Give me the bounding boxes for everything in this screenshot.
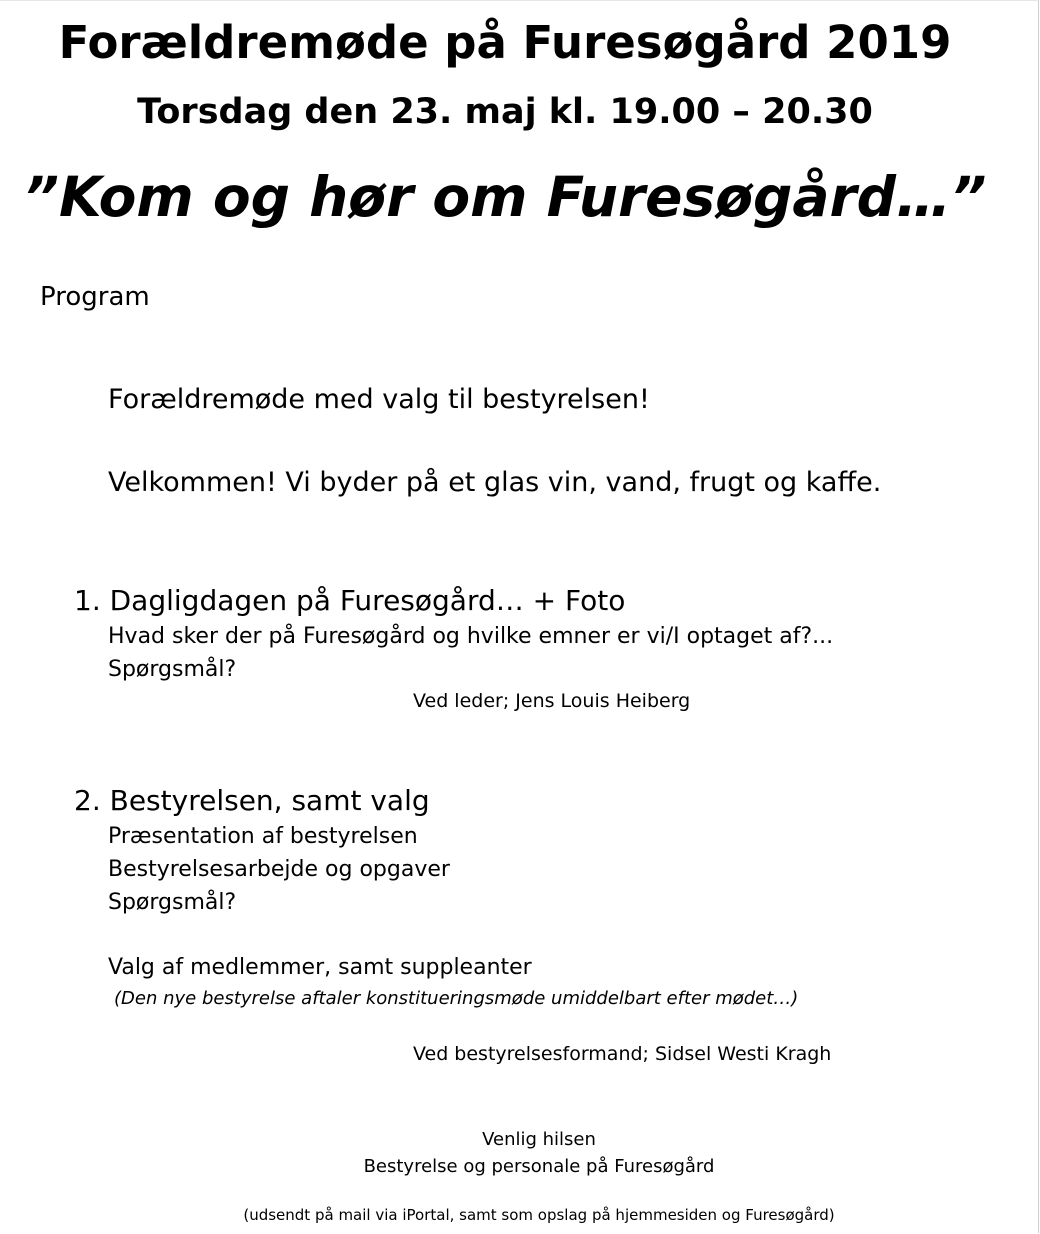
agenda-item-line: Valg af medlemmer, samt suppleanter (108, 955, 532, 980)
agenda-item-note: (Den nye bestyrelse aftaler konstitueringsmøde umiddelbart efter mødet…) (114, 988, 799, 1009)
agenda-item-signature: Ved bestyrelsesformand; Sidsel Westi Kragh (413, 1043, 832, 1065)
agenda-item-title: Bestyrelsen, samt valg (109, 784, 430, 817)
agenda-item-line: Spørgsmål? (108, 890, 237, 915)
agenda-item-title: Dagligdagen på Furesøgård… + Foto (109, 584, 626, 617)
agenda-item-line: Hvad sker der på Furesøgård og hvilke emner er vi/I optaget af?... (108, 624, 834, 649)
closing-greeting: Venlig hilsen (482, 1129, 596, 1150)
slogan: ”Kom og hør om Furesøgård…” (23, 165, 987, 229)
agenda-item-signature: Ved leder; Jens Louis Heiberg (413, 690, 691, 712)
agenda-item-number: 1. (74, 584, 101, 617)
agenda-item-number: 2. (74, 784, 101, 817)
agenda-item-line: Bestyrelsesarbejde og opgaver (108, 857, 450, 882)
closing-sender: Bestyrelse og personale på Furesøgård (363, 1156, 715, 1177)
page-title: Forældremøde på Furesøgård 2019 (58, 16, 952, 69)
footer-note: (udsendt på mail via iPortal, samt som opslag på hjemmesiden og Furesøgård) (243, 1206, 835, 1224)
agenda-item-2-heading (74, 784, 430, 817)
agenda-item-1-heading (74, 584, 625, 617)
intro-line: Velkommen! Vi byder på et glas vin, vand, frugt og kaffe. (108, 467, 882, 498)
event-date-time: Torsdag den 23. maj kl. 19.00 – 20.30 (137, 92, 873, 132)
intro-line: Forældremøde med valg til bestyrelsen! (108, 384, 650, 415)
agenda-item-line: Præsentation af bestyrelsen (108, 824, 418, 849)
agenda-item-line: Spørgsmål? (108, 657, 237, 682)
program-label: Program (40, 282, 150, 312)
